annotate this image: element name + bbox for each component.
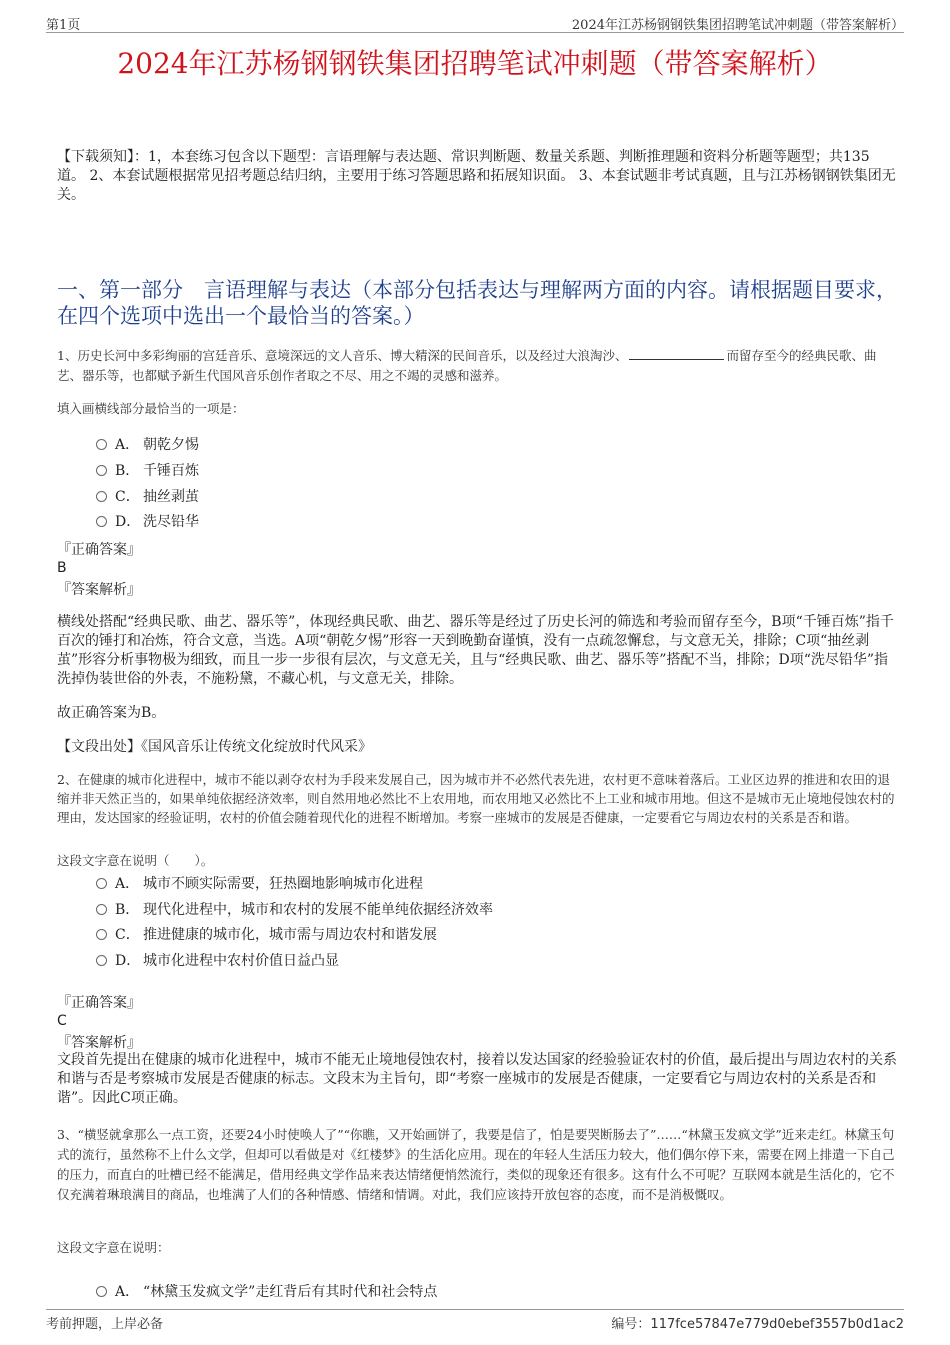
footer-divider: [46, 1309, 904, 1310]
radio-icon[interactable]: [96, 878, 107, 889]
q1-option-a[interactable]: A． 朝乾夕惕: [96, 434, 199, 456]
page-header: [46, 12, 904, 33]
page-number: 第1页: [46, 18, 81, 33]
radio-icon[interactable]: [96, 465, 107, 476]
section-title: 一、第一部分 言语理解与表达（本部分包括表达与理解两方面的内容。请根据题目要求，在四个选项中选出一个最恰当的答案。）: [57, 278, 897, 328]
q2-analysis-label: 『答案解析』: [57, 1035, 141, 1051]
q2-prompt: 这段文字意在说明（ ）。: [57, 853, 214, 868]
footer-code: [611, 1313, 904, 1332]
q2-answer: C: [57, 1013, 67, 1029]
q1-analysis: 横线处搭配“经典民歌、曲艺、器乐等”，体现经典民歌、曲艺、器乐等是经过了历史长河的筛选和考验而留存至今，B项“千锤百炼”指千百次的锤打和冶炼，符合文意，当选。A项“朝乾夕惕”形容一天到晚勤奋谨慎，没有一点疏忽懈怠，与文意无关，排除；C项“抽丝剥茧”形容分析事物极为细致，而且一步一步很有层次，与文意无关，且与“经典民歌、曲艺、器乐等”搭配不当，排除；D项“洗尽铅华”指洗掉伪装世俗的外表，不施粉黛，不藏心机，与文意无关，排除。: [57, 614, 894, 687]
q2-option-a[interactable]: A． 城市不顾实际需要，狂热圈地影响城市化进程: [96, 873, 423, 895]
radio-icon[interactable]: [96, 516, 107, 527]
radio-icon[interactable]: [96, 439, 107, 450]
footer-code-label: 编号：: [611, 1317, 651, 1332]
q3-prompt: 这段文字意在说明：: [57, 1240, 170, 1255]
q1-prompt: 填入画横线部分最恰当的一项是：: [57, 401, 245, 416]
q1-option-d[interactable]: D． 洗尽铅华: [96, 511, 199, 533]
footer-code-value: 117fce57847e779d0ebef3557b0d1ac2: [650, 1317, 904, 1332]
q1-option-c[interactable]: C． 抽丝剥茧: [96, 486, 199, 508]
q1-option-b[interactable]: B． 千锤百炼: [96, 460, 199, 482]
q2-analysis: 文段首先提出在健康的城市化进程中，城市不能无止境地侵蚀农村，接着以发达国家的经验验证农村的价值，最后提出与周边农村的关系和谐与否是考察城市发展是否健康的标志。文段末为主旨句，即“考察一座城市的发展是否健康，一定要看它与周边农村的关系是否和谐”。因此C项正确。: [57, 1052, 897, 1106]
q2-answer-label: 『正确答案』: [57, 995, 141, 1011]
q1-analysis-label: 『答案解析』: [57, 582, 141, 598]
q1-source: 【文段出处】《国风音乐让传统文化绽放时代风采》: [57, 739, 372, 755]
q3-option-a[interactable]: A． “林黛玉发疯文学”走红背后有其时代和社会特点: [96, 1281, 437, 1303]
footer-slogan: 考前押题，上岸必备: [46, 1317, 164, 1332]
radio-icon[interactable]: [96, 1286, 107, 1297]
q3-stem: 3、“横竖就拿那么一点工资，还要24小时使唤人了”“你瞧，又开始画饼了，我要是信了，怕是要哭断肠去了”……“林黛玉发疯文学”近来走红。林黛玉句式的流行，虽然称不上什么文学，但却可以看做是对《红楼梦》的生活化应用。现在的年轻人生活压力较大，他们偶尔停下来，需要在网上排遣一下自己的压力，而直白的吐槽已经不能满足，借用经典文学作品来表达情绪便悄然流行，类似的现象还有很多。这有什么不可呢？互联网本就是生活化的，它不仅充满着琳琅满目的商品，也堆满了人们的各种情感、情绪和情调。对此，我们应该持开放包容的态度，而不是消极慨叹。: [57, 1127, 895, 1202]
radio-icon[interactable]: [96, 904, 107, 915]
radio-icon[interactable]: [96, 491, 107, 502]
fill-blank: [629, 347, 724, 360]
download-notice: 【下载须知】：1，本套练习包含以下题型：言语理解与表达题、常识判断题、数量关系题、判断推理题和资料分析题等题型；共135道。 2、本套试题根据常见招考题总结归纳，主要用于练习答题思路和拓展知识面。 3、本套试题非考试真题，且与江苏杨钢钢铁集团无关。: [57, 149, 896, 203]
header-doc-title: 2024年江苏杨钢钢铁集团招聘笔试冲刺题（带答案解析）: [571, 18, 904, 33]
q2-option-b[interactable]: B． 现代化进程中，城市和农村的发展不能单纯依据经济效率: [96, 899, 493, 921]
radio-icon[interactable]: [96, 955, 107, 966]
page-title: 2024年江苏杨钢钢铁集团招聘笔试冲刺题（带答案解析）: [117, 47, 833, 80]
radio-icon[interactable]: [96, 929, 107, 940]
q1-answer-label: 『正确答案』: [57, 542, 141, 558]
q2-option-d[interactable]: D． 城市化进程中农村价值日益凸显: [96, 950, 339, 972]
q1-conclusion: 故正确答案为B。: [57, 705, 166, 721]
q2-stem: 2、在健康的城市化进程中，城市不能以剥夺农村为手段来发展自己，因为城市并不必然代表先进，农村更不意味着落后。工业区边界的推进和农田的退缩并非天然正当的，如果单纯依据经济效率，则自然用地必然比不上农用地，而农用地又必然比不上工业和城市用地。但这不是城市无止境地侵蚀农村的理由，发达国家的经验证明，农村的价值会随着现代化的进程不断增加。考察一座城市的发展是否健康，一定要看它与周边农村的关系是否和谐。: [57, 772, 895, 825]
q1-answer: B: [57, 560, 67, 576]
q1-stem: 1、历史长河中多彩绚丽的宫廷音乐、意境深远的文人音乐、博大精深的民间音乐，以及经过大浪淘沙、 而留存至今的经典民歌、曲艺、器乐等，也都赋予新生代国风音乐创作者取之不尽、用之不竭的灵感和滋养。: [57, 348, 877, 383]
q2-option-c[interactable]: C． 推进健康的城市化，城市需与周边农村和谐发展: [96, 924, 437, 946]
